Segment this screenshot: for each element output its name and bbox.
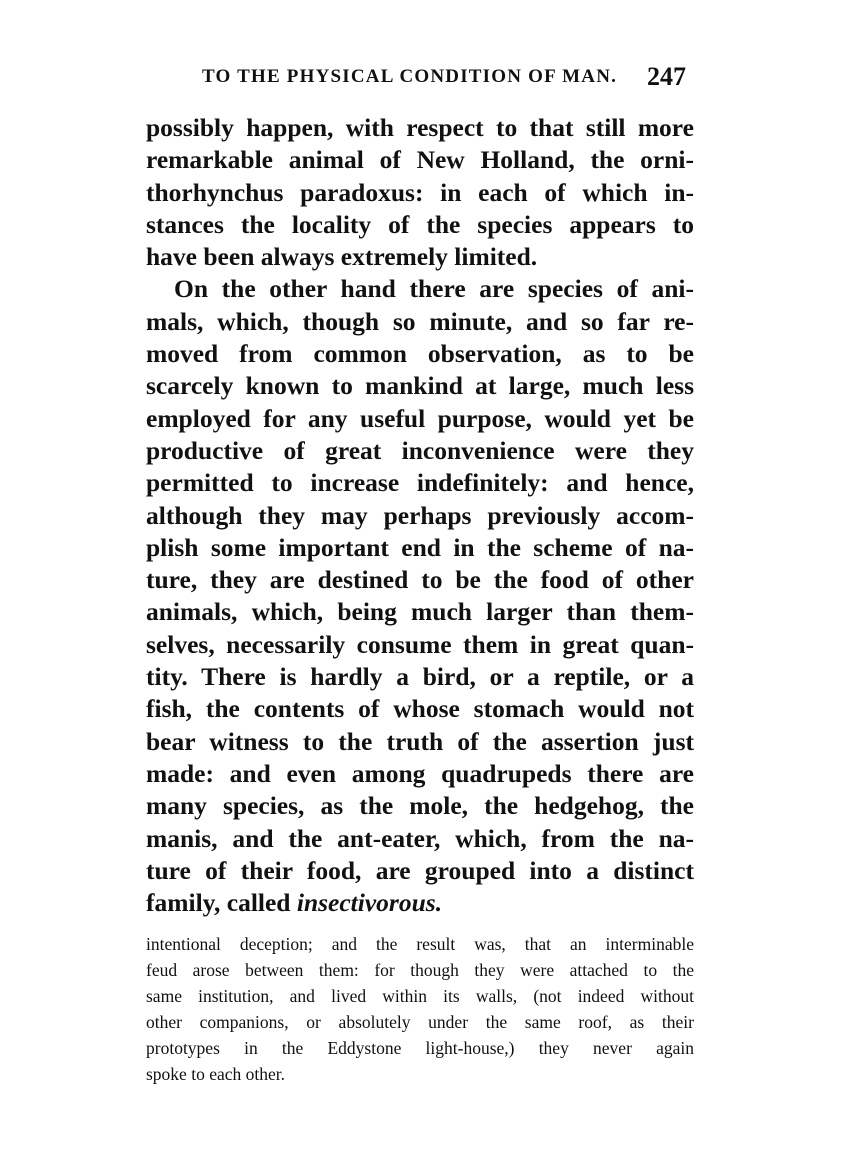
- text-line: ture, they are destined to be the food of other: [146, 565, 694, 595]
- text-line: made: and even among quadrupeds there are: [146, 758, 694, 788]
- text-line: many species, as the mole, the hedgehog, the: [146, 791, 694, 821]
- main-text-block: [146, 112, 694, 919]
- text-line: permitted to increase indefinitely: and hence,: [146, 468, 694, 498]
- italic-term: insectivorous.: [296, 888, 443, 918]
- text-line: possibly happen, with respect to that still more: [146, 113, 694, 142]
- running-header: [146, 62, 686, 96]
- text-line: selves, necessarily consume them in great quan-: [146, 629, 694, 659]
- paragraph-start-line: On the other hand there are species of ani-: [174, 274, 694, 304]
- text-line: remarkable animal of New Holland, the orni-: [146, 145, 694, 175]
- text-line: plish some important end in the scheme of na-: [146, 532, 694, 562]
- text-line: fish, the contents of whose stomach would not: [146, 694, 694, 724]
- text-line: animals, which, being much larger than them-: [146, 597, 694, 627]
- final-line-text: family, called: [146, 888, 297, 918]
- text-line: moved from common observation, as to be: [146, 339, 694, 369]
- footnote-line: same institution, and lived within its walls, (not indeed without: [146, 986, 694, 1006]
- text-line: tity. There is hardly a bird, or a reptile, or a: [146, 662, 694, 692]
- text-line: mals, which, though so minute, and so far re-: [146, 306, 694, 336]
- text-line: productive of great inconvenience were they: [146, 435, 694, 465]
- page-number: 247: [647, 62, 686, 91]
- text-line: scarcely known to mankind at large, much less: [146, 371, 694, 401]
- text-line: employed for any useful purpose, would yet be: [146, 403, 694, 433]
- footnote-block: [146, 931, 694, 1087]
- text-line: stances the locality of the species appears to: [146, 209, 694, 239]
- text-line: bear witness to the truth of the assertion just: [146, 726, 694, 756]
- text-line: manis, and the ant-eater, which, from the na-: [146, 823, 694, 853]
- text-line: thorhynchus paradoxus: in each of which in-: [146, 177, 694, 207]
- running-head-title: TO THE PHYSICAL CONDITION OF MAN.: [202, 66, 618, 87]
- footnote-line: intentional deception; and the result was, that an interminable: [146, 934, 694, 954]
- footnote-line: feud arose between them: for though they were attached to the: [146, 960, 694, 980]
- footnote-line: other companions, or absolutely under the same roof, as their: [146, 1012, 694, 1032]
- text-line: have been always extremely limited.: [146, 242, 538, 272]
- final-text-line: [146, 887, 694, 919]
- text-line: ture of their food, are grouped into a distinct: [146, 855, 694, 885]
- footnote-line: prototypes in the Eddystone light-house,) they never again: [146, 1038, 694, 1058]
- text-line: although they may perhaps previously accom-: [146, 500, 694, 530]
- footnote-line: spoke to each other.: [146, 1064, 285, 1084]
